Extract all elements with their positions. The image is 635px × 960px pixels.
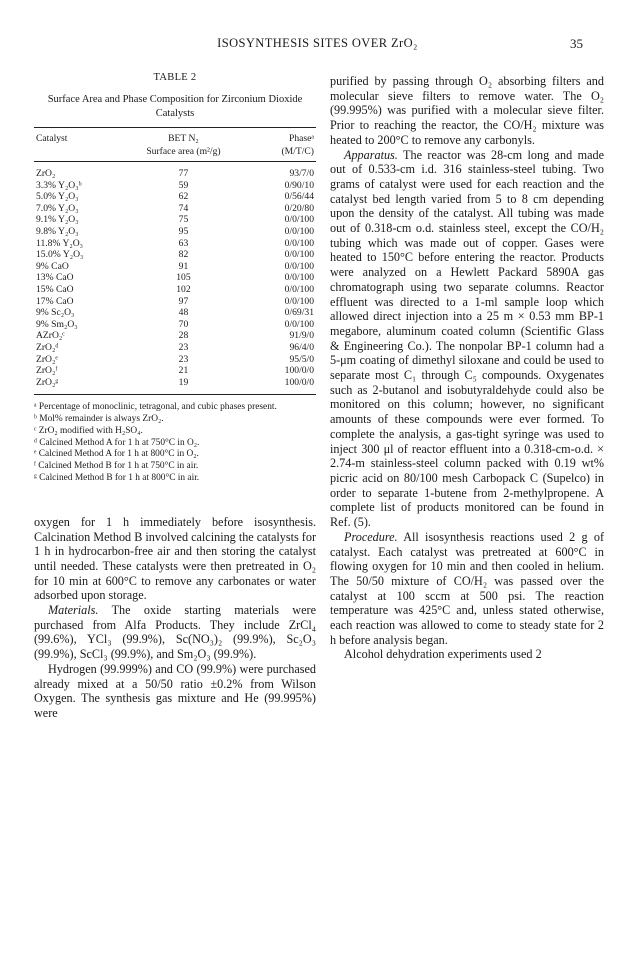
cell-catalyst: 15% CaO xyxy=(36,283,74,295)
cell-phase: 0/0/100 xyxy=(284,283,314,295)
col-header-phase-line2: (M/T/C) xyxy=(281,145,314,157)
table-footnotes xyxy=(34,402,316,485)
table-row xyxy=(34,296,316,308)
col-header-bet xyxy=(136,128,232,162)
cell-catalyst: 9% CaO xyxy=(36,260,69,272)
col-header-catalyst: Catalyst xyxy=(36,133,68,144)
cell-bet: 95 xyxy=(178,225,189,237)
cell-catalyst: ZrO₂ᵍ xyxy=(36,376,59,388)
table-row xyxy=(34,354,316,366)
cell-bet: 63 xyxy=(178,237,189,249)
table-row xyxy=(34,272,316,284)
cell-bet: 19 xyxy=(178,376,189,388)
cell-bet: 62 xyxy=(178,191,189,203)
table-body xyxy=(34,162,316,395)
cell-catalyst: 9% Sc₂O₃ xyxy=(36,307,75,319)
cell-phase: 100/0/0 xyxy=(284,365,314,377)
cell-phase: 93/7/0 xyxy=(289,168,314,179)
col-header-phase-line1: Phaseᵃ xyxy=(288,133,314,144)
cell-phase: 0/0/100 xyxy=(284,214,314,226)
table-row xyxy=(34,238,316,250)
cell-bet: 23 xyxy=(178,341,189,353)
catalyst-table xyxy=(34,127,316,395)
cell-bet: 70 xyxy=(178,318,189,330)
cell-bet: 82 xyxy=(178,249,189,261)
footnote: ᵇ Mol% remainder is always ZrO₂. xyxy=(34,414,164,425)
cell-bet: 77 xyxy=(178,168,189,179)
footnote: ᶜ ZrO₂ modified with H₂SO₄. xyxy=(34,425,143,436)
footnote: ᵍ Calcined Method B for 1 h at 800°C in air. xyxy=(34,473,200,484)
cell-catalyst: 5.0% Y₂O₃ xyxy=(36,191,79,203)
table-caption: Surface Area and Phase Composition for Zirconium Dioxide Catalysts xyxy=(47,94,303,119)
cell-bet: 23 xyxy=(178,353,189,365)
cell-phase: 0/69/31 xyxy=(284,307,314,319)
table-row xyxy=(34,307,316,319)
cell-phase: 96/4/0 xyxy=(289,341,314,353)
paragraph: oxygen for 1 h immediately before isosynthesis. Calcination Method B involved calcining the catalysts for 1 h in hydrocarbon-free air and then storing the catalyst until needed. These catalysts were then pretreated in O₂ for 10 min at 600°C to remove any carbonates or water adsorbed upon storage. xyxy=(34,514,316,603)
paragraph-text: All isosynthesis reactions used 2 g of catalyst. Each catalyst was pretreated at 600°C in flowing oxygen for 10 min and then cooled in helium. The 50/50 mixture of CO/H₂ was passed over the catalyst at 100 sccm at 500 psi. The reaction temperature was 425°C and, unless stated otherwise, each reaction was allowed to come to steady state for 2 h before analysis began. xyxy=(330,529,604,647)
cell-bet: 97 xyxy=(178,295,189,307)
cell-catalyst: 15.0% Y₂O₃ xyxy=(36,249,84,261)
section-heading-materials: Materials. xyxy=(48,603,99,618)
footnote: ᵉ Calcined Method A for 1 h at 800°C in O₂. xyxy=(34,449,199,460)
cell-bet: 21 xyxy=(178,365,189,377)
cell-phase: 0/56/44 xyxy=(284,191,314,203)
right-column xyxy=(330,74,604,662)
cell-catalyst: 7.0% Y₂O₃ xyxy=(36,202,79,214)
cell-phase: 0/0/100 xyxy=(284,318,314,330)
cell-phase: 95/5/0 xyxy=(289,353,314,365)
table-row xyxy=(34,180,316,192)
table-row xyxy=(34,330,316,342)
paragraph-materials xyxy=(34,603,316,662)
section-heading-apparatus: Apparatus. xyxy=(344,147,398,162)
cell-catalyst: 17% CaO xyxy=(36,295,74,307)
running-title: ISOSYNTHESIS SITES OVER ZrO₂ xyxy=(217,36,418,50)
cell-catalyst: 9.1% Y₂O₃ xyxy=(36,214,79,226)
cell-catalyst: 3.3% Y₂O₃ᵇ xyxy=(36,179,82,191)
table-header-row xyxy=(34,128,316,162)
table-row xyxy=(34,377,316,395)
cell-phase: 0/0/100 xyxy=(284,295,314,307)
running-head xyxy=(0,36,635,56)
col-header-bet-line1: BET N₂ xyxy=(168,133,199,144)
cell-phase: 100/0/0 xyxy=(284,376,314,388)
cell-phase: 0/20/80 xyxy=(284,202,314,214)
paragraph: Alcohol dehydration experiments used 2 xyxy=(344,647,542,662)
cell-phase: 0/0/100 xyxy=(284,225,314,237)
cell-bet: 28 xyxy=(178,330,189,342)
cell-bet: 48 xyxy=(178,307,189,319)
table-row xyxy=(34,342,316,354)
footnote: ᵈ Calcined Method A for 1 h at 750°C in O₂. xyxy=(34,437,200,448)
table-row xyxy=(34,226,316,238)
table-row xyxy=(34,203,316,215)
cell-bet: 59 xyxy=(178,179,189,191)
cell-catalyst: 11.8% Y₂O₃ xyxy=(36,237,84,249)
paragraph-text: The oxide starting materials were purchased from Alfa Products. They include ZrCl₄ (99.6%), YCl₃ (99.9%), Sc(NO₃)₂ (99.9%), Sc₂O₃ (99.9%), ScCl₃ (99.9%), and Sm₂O₃ (99.9%). xyxy=(34,603,316,662)
cell-catalyst: ZrO₂ᶠ xyxy=(36,365,58,377)
table-row xyxy=(34,191,316,203)
cell-bet: 74 xyxy=(178,202,189,214)
left-body-text xyxy=(34,515,316,721)
footnote: ᶠ Calcined Method B for 1 h at 750°C in air. xyxy=(34,461,199,472)
cell-catalyst: ZrO₂ᵉ xyxy=(36,353,58,365)
paragraph-procedure xyxy=(330,530,604,648)
col-header-bet-line2: Surface area (m²/g) xyxy=(146,145,221,157)
cell-bet: 102 xyxy=(176,283,191,295)
table-row xyxy=(34,162,316,180)
footnote: ᵃ Percentage of monoclinic, tetragonal, and cubic phases present. xyxy=(34,402,277,413)
cell-phase: 0/0/100 xyxy=(284,249,314,261)
cell-catalyst: 9% Sm₂O₃ xyxy=(36,318,78,330)
cell-phase: 0/90/10 xyxy=(284,179,314,191)
table-row xyxy=(34,249,316,261)
cell-catalyst: AZrO₂ᶜ xyxy=(36,330,65,342)
cell-catalyst: 13% CaO xyxy=(36,272,74,284)
paragraph-apparatus xyxy=(330,148,604,530)
paragraph: Hydrogen (99.999%) and CO (99.9%) were purchased already mixed at a 50/50 ratio ±0.2% from Wilson Oxygen. The synthesis gas mixture and He (99.995%) were xyxy=(34,661,316,720)
left-column xyxy=(34,72,316,721)
table-row xyxy=(34,261,316,273)
col-header-phase xyxy=(231,128,316,162)
cell-bet: 91 xyxy=(178,260,189,272)
cell-phase: 91/9/0 xyxy=(289,330,314,342)
cell-phase: 0/0/100 xyxy=(284,260,314,272)
cell-bet: 75 xyxy=(178,214,189,226)
cell-catalyst: 9.8% Y₂O₃ xyxy=(36,225,79,237)
table-row xyxy=(34,365,316,377)
cell-catalyst: ZrO₂ xyxy=(36,168,56,179)
table-row xyxy=(34,214,316,226)
cell-catalyst: ZrO₂ᵈ xyxy=(36,341,59,353)
paragraph-text: The reactor was 28-cm long and made out of 0.533-cm i.d. 316 stainless-steel tubing. Two grams of catalyst were used for each reaction and the catalyst bed length varied from 5 to 8 cm depending upon the density of the catalyst. All tubing was made out of 0.318-cm o.d. stainless steel, except the CO/H₂ tubing which was made out of copper. Gases were heated to 150°C before entering the reactor. Products were analyzed on a Hewlett Packard 5890A gas chromatograph using two separate columns. Reactor effluent was directed to a 1-ml sample loop which allowed direct injection into a 25 m × 0.53 mm BP-1 megabore, aluminum coated column (Scientific Glass & Engineering Co.). The nonpolar BP-1 column had a 5-μm coating of dimethyl siloxane and could be used to separate most C₁ through C₅ compounds. Oxygenates such as 2-butanol and isobutyraldehyde could also be monitored on this column; however, no significant amounts of these compounds were ever formed. To complete the analysis, a gas-tight syringe was used to inject 300 μl of reactor effluent into a 0.318-cm-o.d. × 2.74-m stainless-steel column packed with 0.19 wt% picric acid on 80/100 mesh Carbopack C (Supelco) in order to separate 1-butene from 2-methylpropene. A complete list of products monitored can be found in Ref. (5). xyxy=(330,147,604,530)
cell-phase: 0/0/100 xyxy=(284,272,314,284)
page-number: 35 xyxy=(570,36,583,51)
table-row xyxy=(34,319,316,331)
table-row xyxy=(34,284,316,296)
cell-bet: 105 xyxy=(176,272,191,284)
section-heading-procedure: Procedure. xyxy=(344,529,398,544)
cell-phase: 0/0/100 xyxy=(284,237,314,249)
table-label: TABLE 2 xyxy=(153,72,197,83)
paragraph: purified by passing through O₂ absorbing filters and molecular sieve filters to remove water. The O₂ (99.995%) was purified with a molecular sieve filter. Prior to reaching the reactor, the CO/H₂ mixture was heated to 200°C to remove any carbonyls. xyxy=(330,74,604,147)
